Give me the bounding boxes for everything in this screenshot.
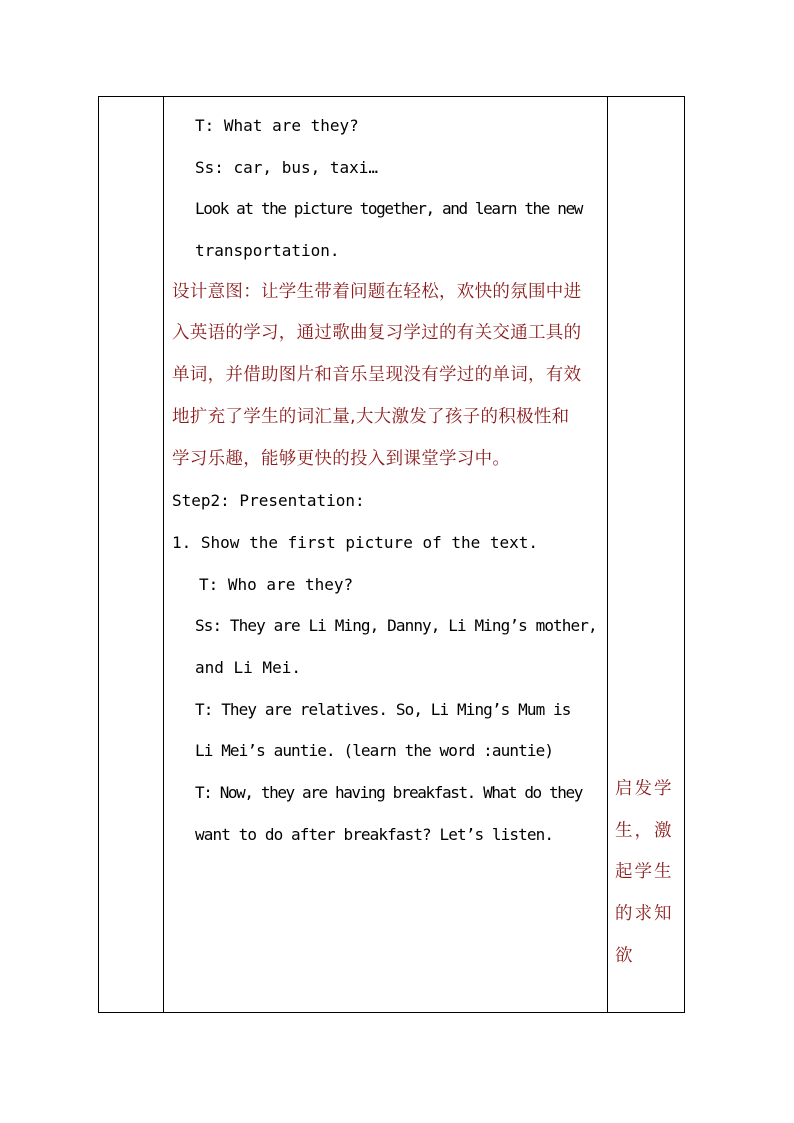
teaching-process-text xyxy=(164,97,607,855)
teaching-process-cell xyxy=(164,97,608,1013)
instruction-line: Look at the picture together, and learn the new xyxy=(195,199,582,219)
dialogue-line: T: Who are they? xyxy=(199,574,354,594)
design-note-cell xyxy=(608,97,685,1013)
dialogue-line: T: They are relatives. So, Li Ming’s Mum is xyxy=(195,699,571,719)
step-heading: Step2: Presentation: xyxy=(172,491,365,511)
design-intent-line: 地扩充了学生的词汇量,大大激发了孩子的积极性和 xyxy=(172,406,570,427)
note-line: 生，激 xyxy=(615,820,674,841)
note-line: 启发学 xyxy=(615,779,674,799)
step-item: 1. Show the first picture of the text. xyxy=(172,532,539,552)
note-line: 的求知 xyxy=(615,904,674,925)
design-intent-line: 学习乐趣，能够更快的投入到课堂学习中。 xyxy=(172,448,511,469)
design-intent-line: 单词，并借助图片和音乐呈现没有学过的单词，有效 xyxy=(172,365,582,386)
design-note-text xyxy=(608,97,684,977)
left-column-cell xyxy=(99,97,164,1013)
dialogue-line: Ss: They are Li Ming, Danny, Li Ming’s mother, xyxy=(195,616,597,636)
note-line: 欲 xyxy=(615,945,635,966)
dialogue-line: and Li Mei. xyxy=(195,657,301,677)
dialogue-line: T: Now, they are having breakfast. What do they xyxy=(195,783,582,802)
design-intent-line: 设计意图：让学生带着问题在轻松，欢快的氛围中进 xyxy=(172,281,582,302)
dialogue-line: T: What are they? xyxy=(195,116,359,135)
table-row xyxy=(99,97,685,1013)
dialogue-line: Ss: car, bus, taxi… xyxy=(195,157,379,177)
dialogue-line: Li Mei’s auntie. (learn the word :auntie) xyxy=(195,741,554,761)
lesson-plan-table xyxy=(98,96,685,1013)
instruction-line: transportation. xyxy=(195,241,340,261)
design-intent-line: 入英语的学习，通过歌曲复习学过的有关交通工具的 xyxy=(172,323,582,344)
note-line: 起学生 xyxy=(615,862,674,883)
dialogue-line: want to do after breakfast? Let’s listen. xyxy=(195,824,554,844)
